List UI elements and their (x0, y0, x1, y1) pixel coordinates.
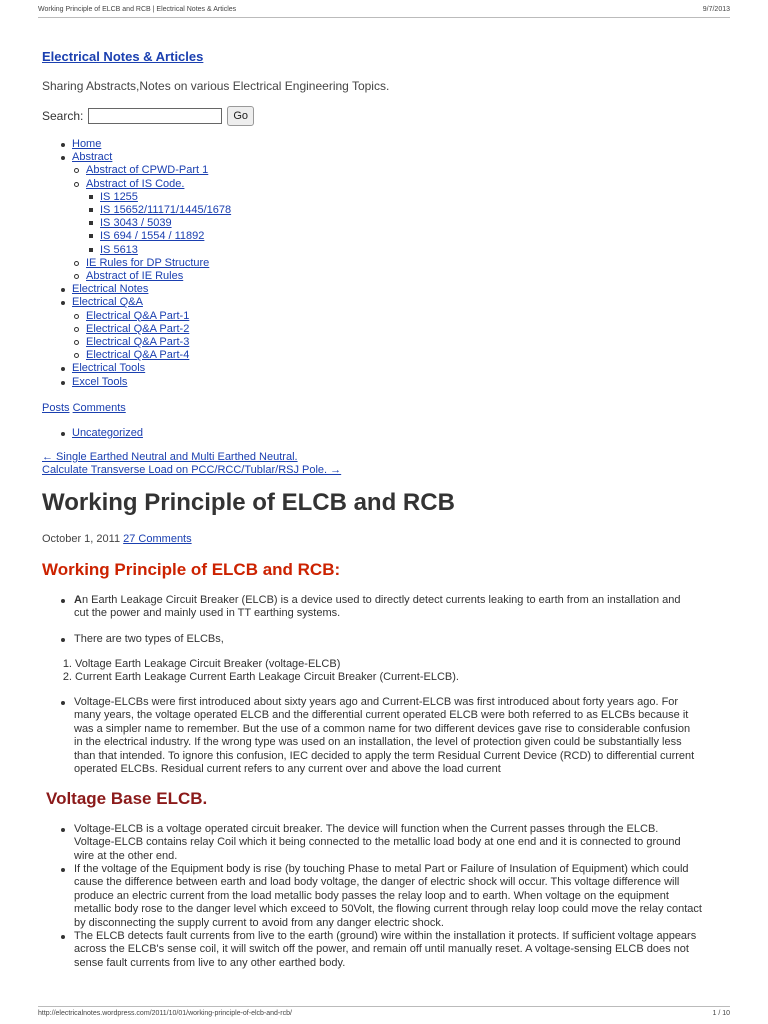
intro-line-2: cut the power and mainly used in TT earthing systems. (74, 607, 341, 620)
submenu-link-ie-dp[interactable]: IE Rules for DP Structure (86, 256, 210, 269)
search-label: Search: (42, 109, 84, 123)
post-title: Working Principle of ELCB and RCB (42, 489, 455, 516)
history-paragraph (74, 696, 722, 776)
category-list (58, 427, 143, 439)
intro-paragraph (74, 594, 722, 621)
is-link-1255[interactable]: IS 1255 (100, 190, 138, 203)
voltage-elcb-paragraph-1 (74, 823, 722, 863)
post-date: October 1, 2011 (42, 533, 121, 545)
site-title-link[interactable]: Electrical Notes & Articles (42, 49, 204, 64)
post-meta (42, 533, 192, 545)
intro-line-1: n Earth Leakage Circuit Breaker (ELCB) is a device used to directly detect currents leaking to earth from an installation and (81, 594, 681, 606)
is-item (86, 217, 231, 230)
is-item (86, 230, 231, 243)
section-heading-elcb-rcb: Working Principle of ELCB and RCB: (42, 560, 341, 579)
menu-link-excel-tools[interactable]: Excel Tools (72, 375, 128, 388)
search-go-button[interactable]: Go (227, 106, 254, 126)
menu-link-electrical-tools[interactable]: Electrical Tools (72, 362, 146, 375)
is-link-5613[interactable]: IS 5613 (100, 243, 138, 256)
history-line: was a simpler name to remember. But the use of a common name for two different devices gave rise to considerable confusion (74, 722, 691, 735)
qa-item (72, 310, 231, 323)
qa-item (72, 349, 231, 362)
footer-rule (38, 1006, 730, 1007)
submenu-item-is-code (72, 178, 231, 257)
vb1-line: wire at the other end. (74, 849, 178, 862)
menu-item-electrical-tools (58, 362, 231, 375)
type-item-1: 1. Voltage Earth Leakage Circuit Breaker (voltage-ELCB) (62, 658, 341, 670)
voltage-elcb-paragraph-2 (74, 863, 722, 930)
type-text-1: Voltage Earth Leakage Circuit Breaker (voltage-ELCB) (75, 658, 341, 670)
qa-link-part-3[interactable]: Electrical Q&A Part-3 (86, 336, 190, 349)
qa-item (72, 323, 231, 336)
qa-item (72, 336, 231, 349)
category-link-uncategorized[interactable]: Uncategorized (72, 427, 143, 439)
vb3-line: across the ELCB's sense coil, it will switch off the power, and remain off until manually reset. A voltage-sensing ELCB does not (74, 943, 689, 956)
print-header (38, 6, 730, 13)
vb2-line: If the voltage of the Equipment body is rise (by touching Phase to metal Part or Failure of Insulation of Equipment) which could (74, 863, 689, 875)
menu-item-electrical-notes (58, 283, 231, 296)
is-item (86, 191, 231, 204)
menu-item-excel-tools (58, 376, 231, 389)
history-line: in the electrical industry. If the wrong type was used on an installation, the level of protection given could be substantially less (74, 736, 682, 749)
posts-feed-link[interactable]: Posts (42, 402, 70, 414)
print-header-date: 9/7/2013 (702, 6, 730, 13)
vb2-line: by disconnecting the supply current to avoid from any danger electric shock. (74, 916, 444, 929)
vb1-line: Voltage-ELCB is a voltage operated circuit breaker. The device will function when the Current passes through the ELCB. (74, 823, 659, 835)
is-item (86, 204, 231, 217)
voltage-elcb-paragraph-3 (74, 930, 722, 970)
menu-link-home[interactable]: Home (72, 138, 102, 150)
menu-link-electrical-qa[interactable]: Electrical Q&A (72, 296, 143, 309)
vb3-line: sense fault currents from live to any other earthed body. (74, 956, 346, 969)
category-item (58, 427, 143, 439)
menu-item-home (58, 138, 231, 151)
qa-link-part-4[interactable]: Electrical Q&A Part-4 (86, 349, 190, 362)
search-form (42, 106, 254, 126)
vb2-line: metallic body rose to the danger level which exceed to 50Volt, the flowing current through relay loop could move the relay contact (74, 903, 702, 916)
section-heading-voltage-base: Voltage Base ELCB. (46, 789, 208, 808)
comments-feed-link[interactable]: Comments (72, 402, 126, 414)
submenu-item-ie-dp (72, 257, 231, 270)
history-line: operated ELCBs. Residual current refers to any current over and above the load current (74, 763, 501, 776)
vb2-line: produce an electric current from the load metallic body passes the relay loop and to earth. When voltage on the equipment (74, 889, 669, 902)
is-item (86, 244, 231, 257)
submenu-link-is-code[interactable]: Abstract of IS Code. (86, 177, 185, 190)
qa-link-part-1[interactable]: Electrical Q&A Part-1 (86, 309, 190, 322)
menu-link-abstract[interactable]: Abstract (72, 151, 113, 164)
print-header-title: Working Principle of ELCB and RCB | Electrical Notes & Articles (38, 6, 237, 13)
is-link-3043[interactable]: IS 3043 / 5039 (100, 217, 172, 230)
intro-first-letter: A (74, 594, 82, 606)
vb1-line: Voltage-ELCB contains relay Coil which it being connected to the metallic load body at one end and it is connected to ground (74, 836, 681, 849)
vb3-line: The ELCB detects fault currents from live to the earth (ground) wire within the installation it protects. If sufficient voltage appears (74, 930, 697, 942)
type-item-2: 2. Current Earth Leakage Current Earth Leakage Circuit Breaker (Current-ELCB). (62, 671, 459, 683)
print-footer (38, 1010, 730, 1017)
types-intro: There are two types of ELCBs, (74, 633, 722, 646)
menu-link-electrical-notes[interactable]: Electrical Notes (72, 283, 149, 296)
next-post-link[interactable]: Calculate Transverse Load on PCC/RCC/Tublar/RSJ Pole. → (42, 464, 342, 476)
is-link-694[interactable]: IS 694 / 1554 / 11892 (100, 230, 205, 243)
submenu-link-ie-rules[interactable]: Abstract of IE Rules (86, 270, 184, 283)
history-line: than that intended. To ignore this confusion, IEC decided to apply the term Residual Current Device (RCD) to differential current (74, 749, 695, 762)
feed-links (42, 402, 126, 414)
vb2-line: cause the difference between earth and load body voltage, the danger of electric shock will occur. This voltage difference will (74, 876, 680, 889)
main-menu (58, 138, 231, 389)
search-input[interactable] (88, 108, 222, 124)
is-link-15652[interactable]: IS 15652/11171/1445/1678 (100, 204, 232, 217)
history-line: many years, the voltage operated ELCB and the differential current operated ELCB were both referred to as ELCBs because it (74, 709, 689, 722)
submenu-link-cpwd[interactable]: Abstract of CPWD-Part 1 (86, 164, 209, 177)
qa-link-part-2[interactable]: Electrical Q&A Part-2 (86, 322, 190, 335)
previous-post-link[interactable]: ← Single Earthed Neutral and Multi Earthed Neutral. (42, 451, 298, 463)
type-text-2: Current Earth Leakage Current Earth Leakage Circuit Breaker (Current-ELCB). (75, 671, 459, 683)
menu-item-abstract (58, 151, 231, 283)
menu-item-electrical-qa (58, 296, 231, 362)
print-footer-page: 1 / 10 (712, 1010, 730, 1017)
header-rule (38, 17, 730, 18)
submenu-item-cpwd (72, 164, 231, 177)
post-comments-link[interactable]: 27 Comments (123, 533, 192, 545)
history-line: Voltage-ELCBs were first introduced about sixty years ago and Current-ELCB was first introduced about forty years ago. For (74, 696, 679, 708)
submenu-item-ie-rules (72, 270, 231, 283)
print-footer-url: http://electricalnotes.wordpress.com/2011/10/01/working-principle-of-elcb-and-rcb/ (38, 1010, 292, 1017)
site-tagline: Sharing Abstracts,Notes on various Electrical Engineering Topics. (42, 79, 390, 93)
